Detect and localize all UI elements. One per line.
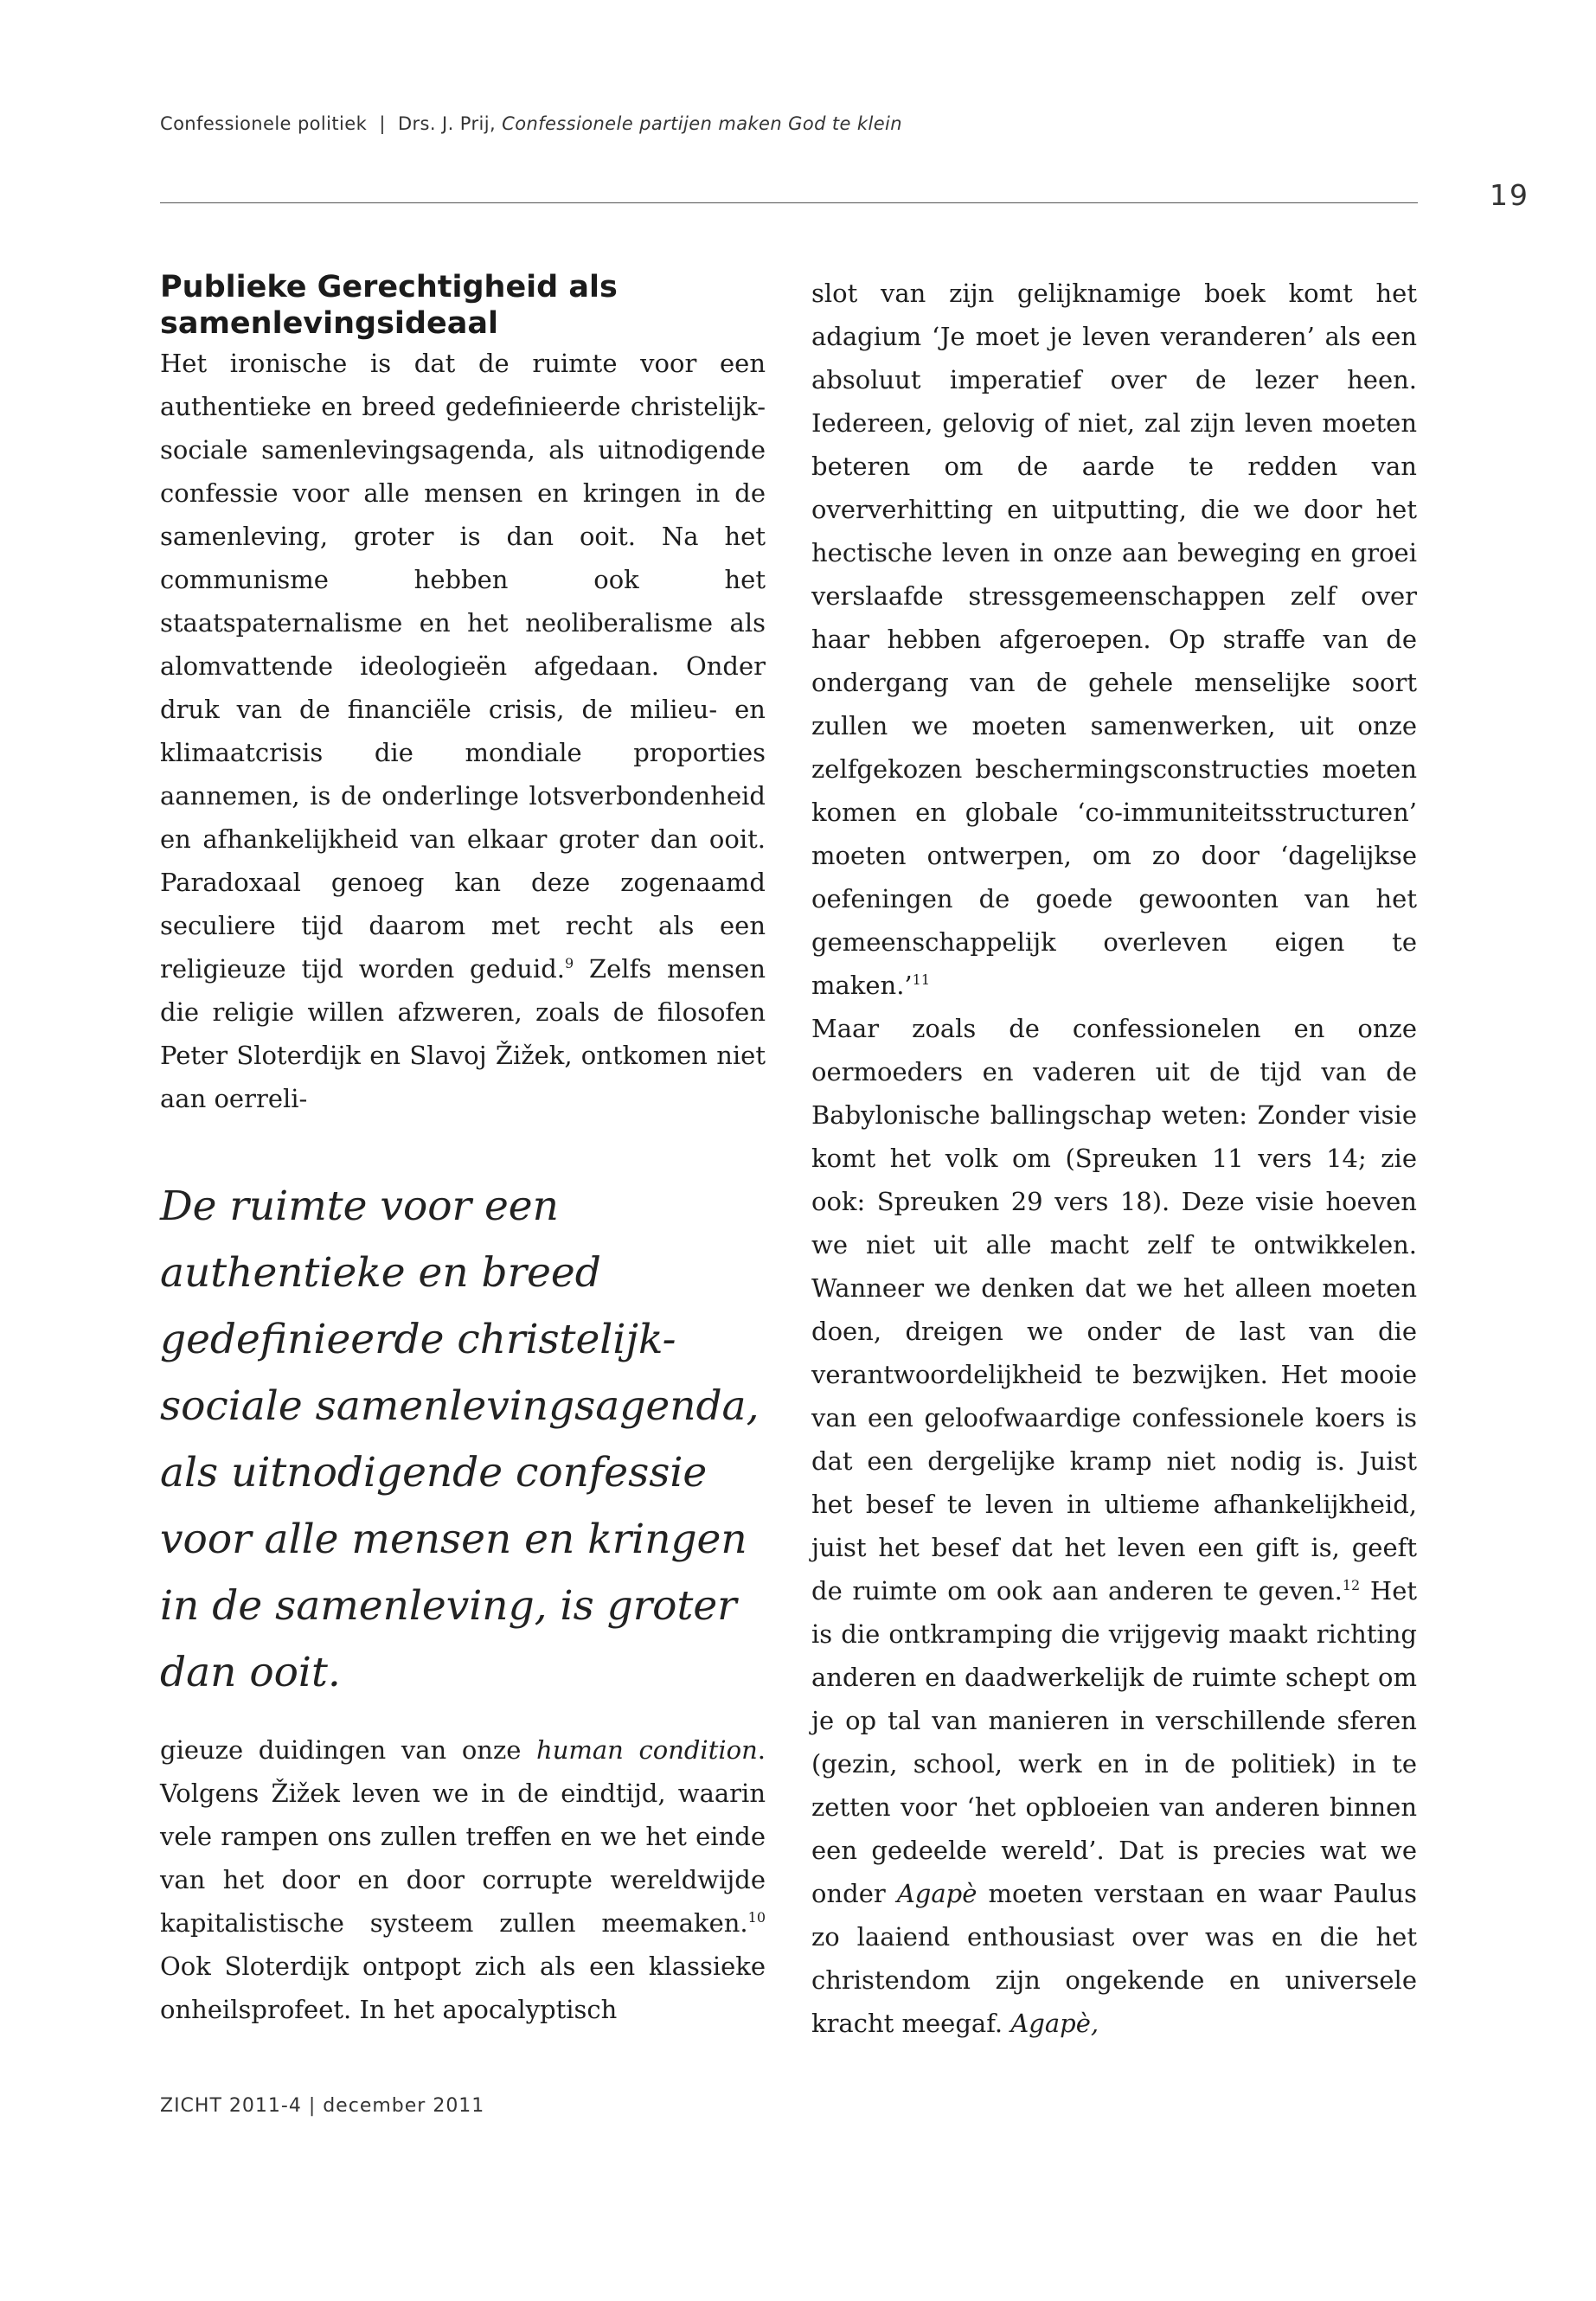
left-paragraph-1-text: Het ironische is dat de ruimte voor een authentieke en breed gedefinieerde christelijk-sociale samenlevingsagenda, als uitnodigende confessie voor alle mensen en kringen in de samenleving, groter is dan ooit. Na het communisme hebben ook het staatspaternalisme en het neoliberalisme als alomvattende ideologieën afgedaan. Onder druk van de financiële crisis, de milieu- en klimaatcrisis die mondiale proporties aannemen, is de onderlinge lotsverbondenheid en afhankelijkheid van elkaar groter dan ooit. Paradoxaal genoeg kan deze zogenaamd seculiere tijd daarom met recht als een religieuze tijd worden geduid. [160,349,766,984]
left-column-bottom [160,1728,766,2031]
footnote-ref-9[interactable]: 9 [565,955,574,971]
pull-quote-block [160,1173,766,1706]
left-paragraph-2-start: gieuze duidingen van onze [160,1735,537,1765]
running-head-article-title: Confessionele partijen maken God te klein [502,113,902,134]
right-paragraph-1 [811,272,1417,1007]
right-paragraph-2-end: moeten verstaan en waar Paulus zo laaiend enthousiast over was en die het christendom zijn ongekende en universele kracht meegaf. [811,1879,1417,2038]
running-head-section: Confessionele politiek [160,113,368,134]
running-head-author: Drs. J. Prij, [397,113,497,134]
footnote-ref-11[interactable]: 11 [912,971,930,988]
right-paragraph-2-start: Maar zoals de confessionelen en onze oermoeders en vaderen uit de tijd van de Babylonische ballingschap weten: Zonder visie komt het volk om (Spreuken 11 vers 14; zie ook: Spreuken 29 vers 18). Deze visie hoeven we niet uit alle macht zelf te ontwikkelen. Wanneer we denken dat we het alleen moeten doen, dreigen we onder de last van die verantwoordelijkheid te bezwijken. Het mooie van een geloofwaardige confessionele koers is dat een dergelijke kramp niet nodig is. Juist het besef te leven in ultieme afhankelijkheid, juist het besef dat het leven een gift is, geeft de ruimte om ook aan anderen te geven. [811,1014,1417,1606]
right-paragraph-2-mid: Het is die ontkramping die vrijgevig maakt richting anderen en daadwerkelijk de ruimte schept om je op tal van manieren in verschillende sferen (gezin, school, werk en in de politiek) in te zetten voor ‘het opbloeien van anderen binnen een gedeelde wereld’. Dat is precies wat we onder [811,1576,1418,1908]
footnote-ref-10[interactable]: 10 [747,1909,766,1926]
right-column [811,272,1417,2045]
right-paragraph-1-text: slot van zijn gelijknamige boek komt het adagium ‘Je moet je leven veranderen’ als een absoluut imperatief over de lezer heen. Iedereen, gelovig of niet, zal zijn leven moeten beteren om de aarde te redden van oververhitting en uitputting, die we door het hectische leven in onze aan beweging en groei verslaafde stressgemeenschappen zelf over haar hebben afgeroepen. Op straffe van de ondergang van de gehele menselijke soort zullen we moeten samenwerken, uit onze zelfgekozen beschermingsconstructies moeten komen en globale ‘co-immuniteitsstructuren’ moeten ontwerpen, om zo door ‘dagelijkse oefeningen de goede gewoonten van het gemeenschappelijk overleven eigen te maken.’ [811,279,1417,1000]
running-head-separator: | [379,113,386,134]
right-paragraph-2 [811,1007,1417,2045]
left-paragraph-2 [160,1728,766,2031]
footnote-ref-12[interactable]: 12 [1342,1577,1361,1593]
agape-term-2: Agapè, [1010,2009,1099,2038]
header-rule [160,202,1418,203]
agape-term-1: Agapè [896,1879,977,1908]
page-number: 19 [1490,178,1529,212]
left-paragraph-1-after-note: Zelfs mensen die religie willen afzweren, zoals de filosofen Peter Sloterdijk en Slavoj Žižek, ontkomen niet aan oerreli- [160,954,766,1113]
left-column-top [160,269,766,1120]
pull-quote: De ruimte voor een authentieke en breed gedefinieerde christelijk-sociale samenlevingsagenda, als uitnodigende confessie voor alle mensen en kringen in de samenleving, is groter dan ooit. [160,1183,760,1696]
page-footer: ZICHT 2011-4 | december 2011 [160,2095,485,2117]
left-paragraph-2-italic: human condition [536,1735,758,1765]
section-heading: Publieke Gerechtigheid als samenlevingsideaal [160,270,618,341]
running-head [160,113,902,134]
left-paragraph-2-mid: . Volgens Žižek leven we in de eindtijd, waarin vele rampen ons zullen treffen en we het einde van het door en door corrupte wereldwijde kapitalistische systeem zullen meemaken. [160,1735,766,1938]
left-paragraph-2-end: Ook Sloterdijk ontpopt zich als een klassieke onheilsprofeet. In het apocalyptisch [160,1952,766,2024]
left-paragraph-1 [160,342,766,1120]
